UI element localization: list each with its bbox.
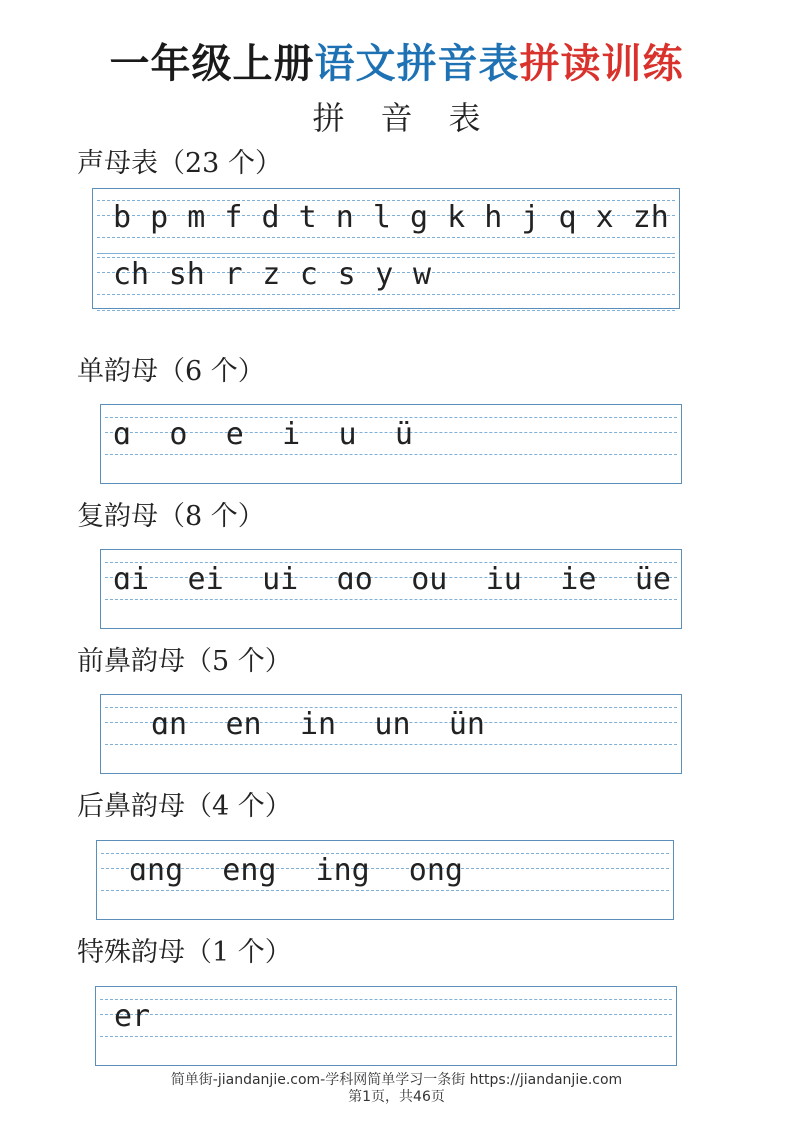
front-nasal-finals-row bbox=[101, 699, 681, 762]
pinyin-item: er bbox=[114, 999, 151, 1034]
pinyin-item: c bbox=[299, 257, 318, 292]
pinyin-item: m bbox=[187, 200, 206, 235]
pinyin-item: t bbox=[298, 200, 317, 235]
back-nasal-finals-text bbox=[129, 851, 463, 891]
initials-row-1 bbox=[93, 192, 679, 255]
pinyin-item: ing bbox=[315, 853, 370, 888]
back-nasal-finals-row bbox=[97, 845, 673, 908]
pinyin-item: ie bbox=[560, 562, 597, 597]
section-heading-compound-finals: 复韵母（8 个） bbox=[77, 501, 265, 532]
section-heading-special-final: 特殊韵母（1 个） bbox=[77, 937, 292, 968]
title-part-pinyin-table: 语文拼音表 bbox=[314, 41, 520, 87]
simple-finals-row bbox=[101, 409, 681, 472]
pinyin-item: g bbox=[410, 200, 429, 235]
front-nasal-finals-box bbox=[100, 694, 682, 774]
pinyin-item: w bbox=[412, 257, 431, 292]
initials-row-2-text bbox=[113, 255, 431, 295]
pinyin-item: y bbox=[375, 257, 394, 292]
pinyin-item: e bbox=[225, 417, 244, 452]
compound-finals-box bbox=[100, 549, 682, 629]
pinyin-item: ch bbox=[113, 257, 150, 292]
pinyin-item: n bbox=[335, 200, 354, 235]
pinyin-item: b bbox=[113, 200, 132, 235]
pinyin-item: ɑi bbox=[113, 562, 150, 597]
simple-finals-box bbox=[100, 404, 682, 484]
pinyin-item: ong bbox=[408, 853, 463, 888]
pinyin-item: s bbox=[337, 257, 356, 292]
pinyin-item: l bbox=[372, 200, 391, 235]
pinyin-item: ün bbox=[448, 707, 485, 742]
pinyin-item: un bbox=[374, 707, 411, 742]
section-heading-simple-finals: 单韵母（6 个） bbox=[77, 356, 265, 387]
pinyin-item: d bbox=[261, 200, 280, 235]
pinyin-item: x bbox=[595, 200, 614, 235]
section-heading-front-nasal-finals: 前鼻韵母（5 个） bbox=[77, 646, 292, 677]
pinyin-item: en bbox=[225, 707, 262, 742]
pinyin-item: iu bbox=[485, 562, 522, 597]
front-nasal-finals-text bbox=[151, 705, 485, 745]
pinyin-item: p bbox=[150, 200, 169, 235]
pinyin-item: ei bbox=[187, 562, 224, 597]
pinyin-item: f bbox=[224, 200, 243, 235]
initials-row-2 bbox=[93, 249, 679, 312]
pinyin-item: k bbox=[447, 200, 466, 235]
document-subtitle: 拼音表 bbox=[312, 99, 517, 137]
pinyin-item: ou bbox=[411, 562, 448, 597]
pinyin-item: h bbox=[484, 200, 503, 235]
pinyin-item: z bbox=[262, 257, 281, 292]
pinyin-item: in bbox=[299, 707, 337, 742]
pinyin-item: sh bbox=[168, 257, 205, 292]
pinyin-item: üe bbox=[634, 562, 671, 597]
pinyin-item: ɑo bbox=[336, 562, 373, 597]
footer-page-number: 第1页，共46页 bbox=[348, 1089, 445, 1105]
special-final-text bbox=[114, 997, 176, 1037]
pinyin-item: eng bbox=[222, 853, 277, 888]
pinyin-item: zh bbox=[632, 200, 669, 235]
title-part-grade: 一年级上册 bbox=[109, 41, 315, 87]
initials-box bbox=[92, 188, 680, 309]
pinyin-item: ui bbox=[262, 562, 299, 597]
pinyin-item: ɑ bbox=[113, 417, 132, 452]
pinyin-item: ɑng bbox=[129, 853, 184, 888]
initials-row-1-text bbox=[113, 198, 669, 238]
pinyin-item: j bbox=[521, 200, 540, 235]
simple-finals-text bbox=[113, 415, 413, 455]
section-heading-initials: 声母表（23 个） bbox=[77, 148, 282, 179]
pinyin-item: ɑn bbox=[151, 707, 188, 742]
pinyin-item: q bbox=[558, 200, 577, 235]
compound-finals-text bbox=[113, 560, 671, 600]
title-part-reading-practice: 拼读训练 bbox=[519, 41, 684, 87]
pinyin-item: o bbox=[169, 417, 188, 452]
section-heading-back-nasal-finals: 后鼻韵母（4 个） bbox=[77, 791, 292, 822]
compound-finals-row bbox=[101, 554, 681, 617]
pinyin-item: u bbox=[338, 417, 357, 452]
pinyin-item: ü bbox=[394, 417, 413, 452]
document-title bbox=[0, 38, 793, 90]
special-final-box bbox=[95, 986, 677, 1066]
special-final-row bbox=[96, 991, 676, 1054]
back-nasal-finals-box bbox=[96, 840, 674, 920]
pinyin-item: r bbox=[224, 257, 243, 292]
pinyin-item: i bbox=[282, 417, 301, 452]
footer-source: 简单街-jiandanjie.com-学科网简单学习一条街 https://jiandanjie.com bbox=[170, 1072, 623, 1088]
